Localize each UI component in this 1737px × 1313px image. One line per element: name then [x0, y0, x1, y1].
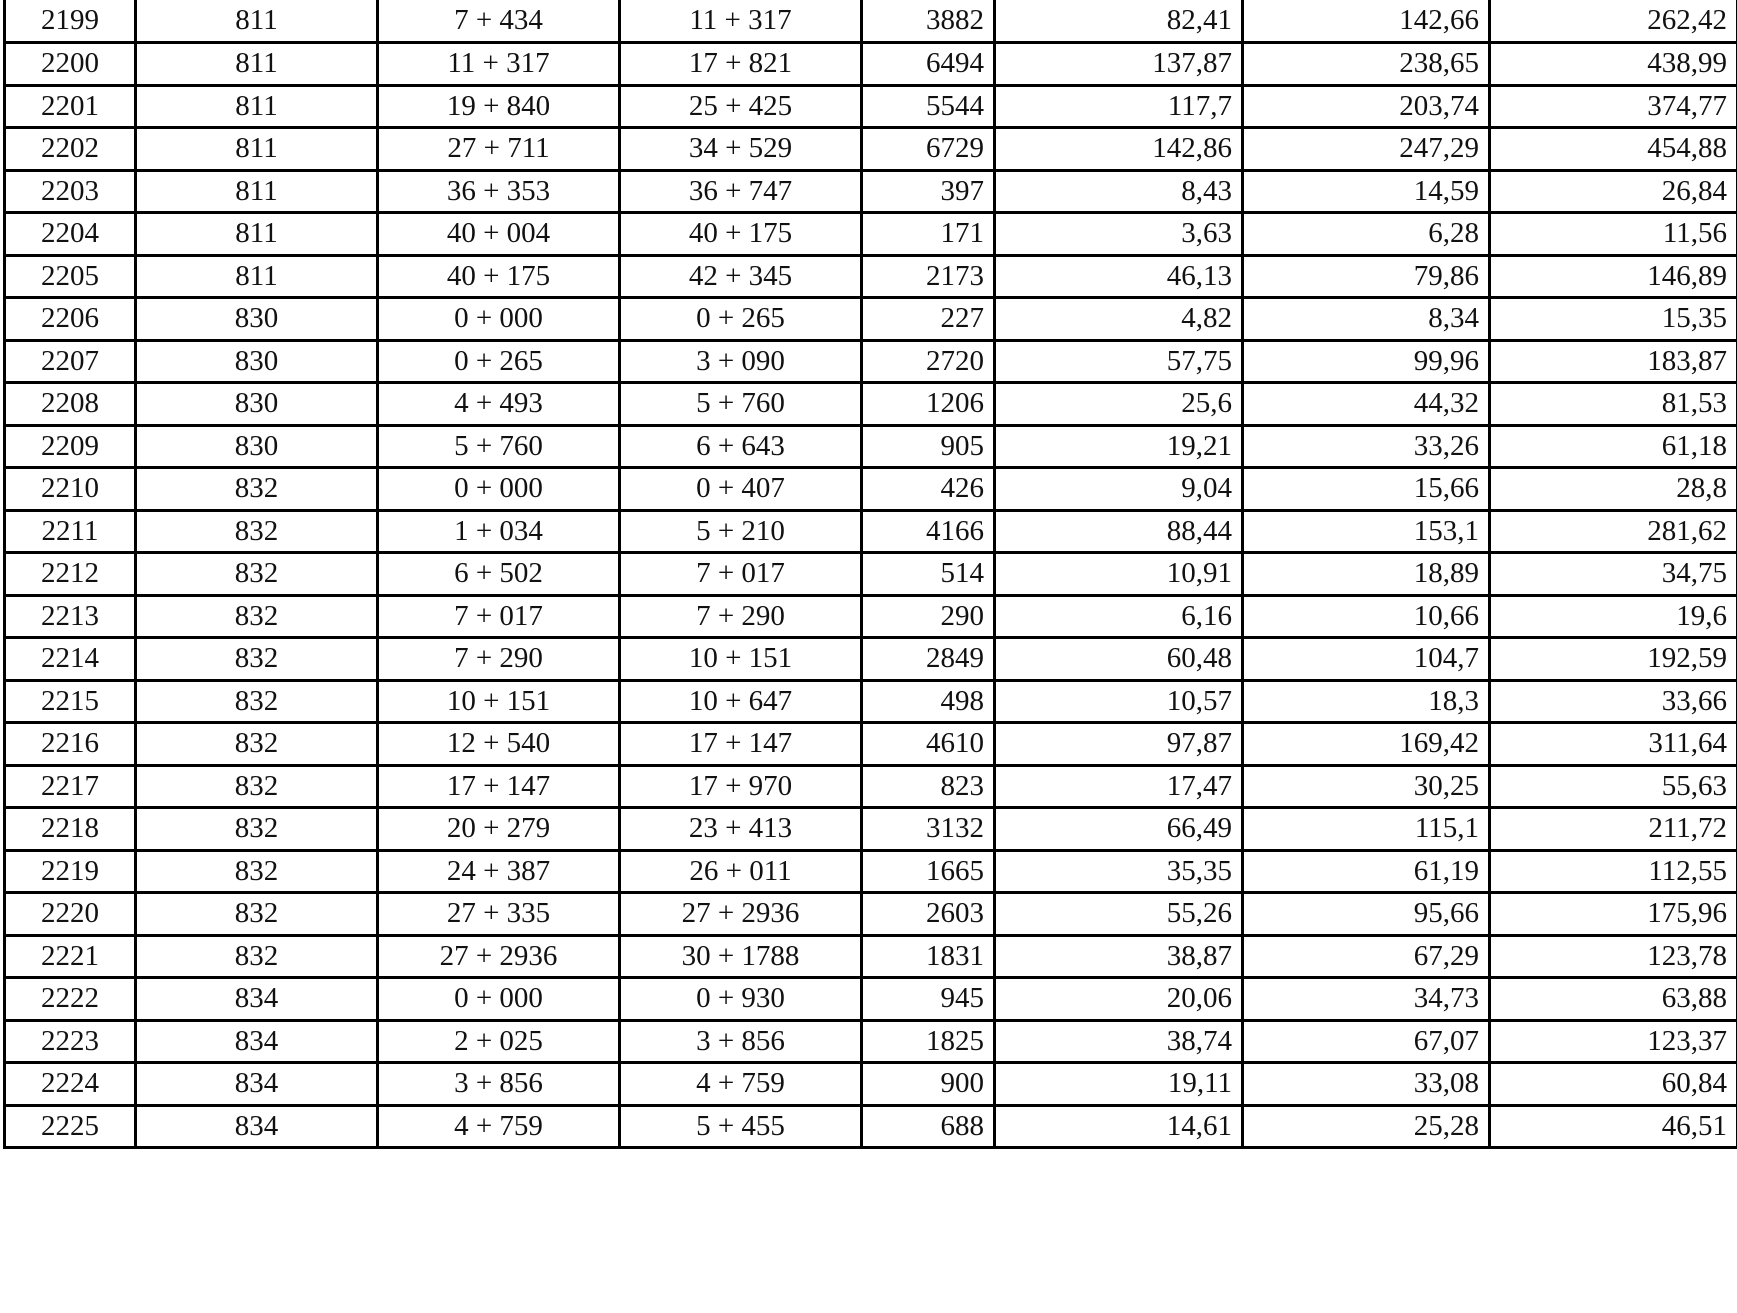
cell-value-a: 10,91 — [995, 553, 1243, 596]
cell-row-number: 2201 — [5, 85, 136, 128]
cell-start-km: 4 + 493 — [378, 383, 620, 426]
cell-road-code: 832 — [136, 595, 378, 638]
cell-road-code: 832 — [136, 935, 378, 978]
cell-value-a: 88,44 — [995, 510, 1243, 553]
cell-length: 227 — [862, 298, 995, 341]
cell-value-a: 57,75 — [995, 340, 1243, 383]
table-row — [5, 128, 1737, 171]
cell-end-km: 7 + 290 — [620, 595, 862, 638]
cell-end-km: 36 + 747 — [620, 170, 862, 213]
cell-length: 3882 — [862, 0, 995, 43]
cell-value-b: 104,7 — [1243, 638, 1490, 681]
table-row — [5, 893, 1737, 936]
cell-value-c: 438,99 — [1490, 43, 1737, 86]
cell-length: 4610 — [862, 723, 995, 766]
cell-value-b: 67,29 — [1243, 935, 1490, 978]
cell-end-km: 10 + 151 — [620, 638, 862, 681]
cell-value-c: 454,88 — [1490, 128, 1737, 171]
cell-end-km: 27 + 2936 — [620, 893, 862, 936]
cell-start-km: 20 + 279 — [378, 808, 620, 851]
cell-value-c: 175,96 — [1490, 893, 1737, 936]
cell-end-km: 10 + 647 — [620, 680, 862, 723]
cell-value-c: 112,55 — [1490, 850, 1737, 893]
cell-start-km: 3 + 856 — [378, 1063, 620, 1106]
cell-value-b: 33,08 — [1243, 1063, 1490, 1106]
cell-end-km: 23 + 413 — [620, 808, 862, 851]
cell-length: 171 — [862, 213, 995, 256]
cell-value-c: 28,8 — [1490, 468, 1737, 511]
cell-road-code: 832 — [136, 553, 378, 596]
cell-end-km: 11 + 317 — [620, 0, 862, 43]
cell-value-c: 26,84 — [1490, 170, 1737, 213]
cell-row-number: 2204 — [5, 213, 136, 256]
cell-length: 2720 — [862, 340, 995, 383]
cell-length: 6729 — [862, 128, 995, 171]
cell-value-a: 60,48 — [995, 638, 1243, 681]
cell-value-a: 55,26 — [995, 893, 1243, 936]
cell-value-c: 19,6 — [1490, 595, 1737, 638]
cell-value-b: 142,66 — [1243, 0, 1490, 43]
cell-end-km: 40 + 175 — [620, 213, 862, 256]
cell-end-km: 42 + 345 — [620, 255, 862, 298]
cell-end-km: 17 + 821 — [620, 43, 862, 86]
table-row — [5, 723, 1737, 766]
cell-length: 426 — [862, 468, 995, 511]
cell-length: 3132 — [862, 808, 995, 851]
cell-value-b: 153,1 — [1243, 510, 1490, 553]
cell-road-code: 834 — [136, 1020, 378, 1063]
cell-start-km: 40 + 004 — [378, 213, 620, 256]
table-row — [5, 978, 1737, 1021]
table-row — [5, 680, 1737, 723]
cell-road-code: 832 — [136, 765, 378, 808]
cell-length: 2173 — [862, 255, 995, 298]
cell-value-c: 55,63 — [1490, 765, 1737, 808]
cell-end-km: 0 + 930 — [620, 978, 862, 1021]
table-row — [5, 1105, 1737, 1148]
cell-end-km: 25 + 425 — [620, 85, 862, 128]
cell-start-km: 40 + 175 — [378, 255, 620, 298]
cell-length: 823 — [862, 765, 995, 808]
cell-start-km: 19 + 840 — [378, 85, 620, 128]
cell-value-c: 374,77 — [1490, 85, 1737, 128]
table-row — [5, 85, 1737, 128]
cell-end-km: 4 + 759 — [620, 1063, 862, 1106]
cell-value-a: 25,6 — [995, 383, 1243, 426]
table-body — [5, 0, 1737, 1148]
cell-value-b: 8,34 — [1243, 298, 1490, 341]
cell-value-a: 8,43 — [995, 170, 1243, 213]
table-row — [5, 850, 1737, 893]
cell-start-km: 4 + 759 — [378, 1105, 620, 1148]
cell-row-number: 2218 — [5, 808, 136, 851]
cell-start-km: 11 + 317 — [378, 43, 620, 86]
cell-value-a: 46,13 — [995, 255, 1243, 298]
cell-end-km: 34 + 529 — [620, 128, 862, 171]
cell-length: 290 — [862, 595, 995, 638]
cell-end-km: 30 + 1788 — [620, 935, 862, 978]
cell-start-km: 27 + 2936 — [378, 935, 620, 978]
cell-start-km: 10 + 151 — [378, 680, 620, 723]
cell-row-number: 2210 — [5, 468, 136, 511]
cell-length: 6494 — [862, 43, 995, 86]
cell-end-km: 17 + 970 — [620, 765, 862, 808]
cell-value-b: 247,29 — [1243, 128, 1490, 171]
cell-value-b: 14,59 — [1243, 170, 1490, 213]
cell-value-b: 95,66 — [1243, 893, 1490, 936]
cell-row-number: 2202 — [5, 128, 136, 171]
table-row — [5, 298, 1737, 341]
cell-length: 945 — [862, 978, 995, 1021]
cell-start-km: 1 + 034 — [378, 510, 620, 553]
cell-start-km: 12 + 540 — [378, 723, 620, 766]
cell-value-a: 19,21 — [995, 425, 1243, 468]
cell-value-a: 4,82 — [995, 298, 1243, 341]
cell-value-a: 6,16 — [995, 595, 1243, 638]
cell-length: 2603 — [862, 893, 995, 936]
cell-length: 1665 — [862, 850, 995, 893]
cell-value-c: 183,87 — [1490, 340, 1737, 383]
cell-road-code: 811 — [136, 128, 378, 171]
cell-road-code: 832 — [136, 638, 378, 681]
table-row — [5, 0, 1737, 43]
cell-row-number: 2200 — [5, 43, 136, 86]
cell-road-code: 830 — [136, 340, 378, 383]
cell-value-b: 44,32 — [1243, 383, 1490, 426]
cell-start-km: 7 + 434 — [378, 0, 620, 43]
cell-length: 397 — [862, 170, 995, 213]
cell-value-b: 15,66 — [1243, 468, 1490, 511]
cell-value-c: 46,51 — [1490, 1105, 1737, 1148]
cell-road-code: 832 — [136, 510, 378, 553]
table-row — [5, 1063, 1737, 1106]
cell-start-km: 17 + 147 — [378, 765, 620, 808]
cell-value-c: 60,84 — [1490, 1063, 1737, 1106]
table-row — [5, 808, 1737, 851]
cell-row-number: 2217 — [5, 765, 136, 808]
table-row — [5, 170, 1737, 213]
table-row — [5, 553, 1737, 596]
cell-value-a: 3,63 — [995, 213, 1243, 256]
cell-value-b: 18,3 — [1243, 680, 1490, 723]
cell-row-number: 2216 — [5, 723, 136, 766]
cell-value-a: 35,35 — [995, 850, 1243, 893]
cell-start-km: 7 + 017 — [378, 595, 620, 638]
cell-start-km: 27 + 335 — [378, 893, 620, 936]
cell-road-code: 834 — [136, 1063, 378, 1106]
cell-row-number: 2209 — [5, 425, 136, 468]
cell-end-km: 5 + 210 — [620, 510, 862, 553]
cell-row-number: 2225 — [5, 1105, 136, 1148]
cell-value-c: 33,66 — [1490, 680, 1737, 723]
cell-road-code: 811 — [136, 255, 378, 298]
cell-row-number: 2214 — [5, 638, 136, 681]
table-row — [5, 213, 1737, 256]
cell-value-a: 38,74 — [995, 1020, 1243, 1063]
cell-start-km: 7 + 290 — [378, 638, 620, 681]
cell-value-c: 211,72 — [1490, 808, 1737, 851]
cell-row-number: 2213 — [5, 595, 136, 638]
cell-road-code: 830 — [136, 425, 378, 468]
cell-length: 688 — [862, 1105, 995, 1148]
cell-value-c: 281,62 — [1490, 510, 1737, 553]
cell-end-km: 3 + 090 — [620, 340, 862, 383]
cell-start-km: 27 + 711 — [378, 128, 620, 171]
cell-row-number: 2223 — [5, 1020, 136, 1063]
cell-value-a: 38,87 — [995, 935, 1243, 978]
cell-start-km: 0 + 000 — [378, 298, 620, 341]
cell-value-b: 33,26 — [1243, 425, 1490, 468]
cell-value-b: 238,65 — [1243, 43, 1490, 86]
cell-row-number: 2219 — [5, 850, 136, 893]
cell-row-number: 2208 — [5, 383, 136, 426]
cell-row-number: 2224 — [5, 1063, 136, 1106]
cell-value-c: 11,56 — [1490, 213, 1737, 256]
cell-road-code: 832 — [136, 893, 378, 936]
cell-start-km: 0 + 265 — [378, 340, 620, 383]
cell-row-number: 2203 — [5, 170, 136, 213]
cell-value-c: 123,37 — [1490, 1020, 1737, 1063]
table-row — [5, 935, 1737, 978]
cell-value-c: 63,88 — [1490, 978, 1737, 1021]
cell-road-code: 811 — [136, 43, 378, 86]
table-row — [5, 638, 1737, 681]
cell-row-number: 2220 — [5, 893, 136, 936]
cell-row-number: 2222 — [5, 978, 136, 1021]
table-row — [5, 468, 1737, 511]
cell-road-code: 832 — [136, 808, 378, 851]
cell-road-code: 832 — [136, 850, 378, 893]
cell-road-code: 834 — [136, 1105, 378, 1148]
cell-value-c: 311,64 — [1490, 723, 1737, 766]
cell-end-km: 0 + 265 — [620, 298, 862, 341]
cell-value-b: 18,89 — [1243, 553, 1490, 596]
cell-row-number: 2207 — [5, 340, 136, 383]
cell-road-code: 830 — [136, 383, 378, 426]
cell-end-km: 5 + 760 — [620, 383, 862, 426]
cell-value-c: 146,89 — [1490, 255, 1737, 298]
cell-value-b: 99,96 — [1243, 340, 1490, 383]
cell-value-a: 66,49 — [995, 808, 1243, 851]
cell-road-code: 834 — [136, 978, 378, 1021]
cell-length: 4166 — [862, 510, 995, 553]
cell-end-km: 3 + 856 — [620, 1020, 862, 1063]
cell-value-b: 115,1 — [1243, 808, 1490, 851]
cell-value-c: 262,42 — [1490, 0, 1737, 43]
cell-value-b: 203,74 — [1243, 85, 1490, 128]
cell-value-b: 61,19 — [1243, 850, 1490, 893]
cell-end-km: 26 + 011 — [620, 850, 862, 893]
cell-end-km: 17 + 147 — [620, 723, 862, 766]
cell-length: 905 — [862, 425, 995, 468]
table-row — [5, 510, 1737, 553]
cell-value-a: 97,87 — [995, 723, 1243, 766]
table-row — [5, 1020, 1737, 1063]
table-row — [5, 43, 1737, 86]
cell-value-a: 9,04 — [995, 468, 1243, 511]
cell-road-code: 811 — [136, 213, 378, 256]
cell-length: 2849 — [862, 638, 995, 681]
cell-length: 5544 — [862, 85, 995, 128]
cell-value-b: 34,73 — [1243, 978, 1490, 1021]
cell-row-number: 2199 — [5, 0, 136, 43]
cell-length: 1831 — [862, 935, 995, 978]
cell-end-km: 6 + 643 — [620, 425, 862, 468]
cell-road-code: 830 — [136, 298, 378, 341]
cell-start-km: 6 + 502 — [378, 553, 620, 596]
cell-row-number: 2212 — [5, 553, 136, 596]
cell-road-code: 811 — [136, 0, 378, 43]
cell-value-a: 17,47 — [995, 765, 1243, 808]
cell-start-km: 5 + 760 — [378, 425, 620, 468]
cell-value-a: 117,7 — [995, 85, 1243, 128]
cell-row-number: 2206 — [5, 298, 136, 341]
cell-length: 1825 — [862, 1020, 995, 1063]
cell-end-km: 7 + 017 — [620, 553, 862, 596]
cell-start-km: 2 + 025 — [378, 1020, 620, 1063]
cell-value-a: 137,87 — [995, 43, 1243, 86]
cell-length: 514 — [862, 553, 995, 596]
cell-start-km: 0 + 000 — [378, 978, 620, 1021]
cell-road-code: 832 — [136, 723, 378, 766]
cell-value-c: 192,59 — [1490, 638, 1737, 681]
cell-value-b: 6,28 — [1243, 213, 1490, 256]
cell-value-b: 169,42 — [1243, 723, 1490, 766]
cell-value-a: 14,61 — [995, 1105, 1243, 1148]
cell-road-code: 832 — [136, 468, 378, 511]
cell-row-number: 2211 — [5, 510, 136, 553]
cell-end-km: 5 + 455 — [620, 1105, 862, 1148]
cell-value-b: 30,25 — [1243, 765, 1490, 808]
table-row — [5, 383, 1737, 426]
cell-value-c: 61,18 — [1490, 425, 1737, 468]
cell-length: 1206 — [862, 383, 995, 426]
cell-value-c: 34,75 — [1490, 553, 1737, 596]
cell-value-a: 19,11 — [995, 1063, 1243, 1106]
cell-value-a: 10,57 — [995, 680, 1243, 723]
cell-start-km: 0 + 000 — [378, 468, 620, 511]
table-row — [5, 765, 1737, 808]
cell-length: 900 — [862, 1063, 995, 1106]
cell-start-km: 36 + 353 — [378, 170, 620, 213]
cell-start-km: 24 + 387 — [378, 850, 620, 893]
cell-value-a: 142,86 — [995, 128, 1243, 171]
cell-value-c: 81,53 — [1490, 383, 1737, 426]
cell-road-code: 832 — [136, 680, 378, 723]
cell-end-km: 0 + 407 — [620, 468, 862, 511]
table-row — [5, 255, 1737, 298]
cell-row-number: 2205 — [5, 255, 136, 298]
data-table — [3, 0, 1737, 1149]
cell-length: 498 — [862, 680, 995, 723]
cell-value-b: 67,07 — [1243, 1020, 1490, 1063]
cell-value-c: 15,35 — [1490, 298, 1737, 341]
cell-value-a: 82,41 — [995, 0, 1243, 43]
table-row — [5, 595, 1737, 638]
cell-value-b: 10,66 — [1243, 595, 1490, 638]
table-row — [5, 425, 1737, 468]
cell-road-code: 811 — [136, 85, 378, 128]
cell-road-code: 811 — [136, 170, 378, 213]
cell-row-number: 2215 — [5, 680, 136, 723]
table-row — [5, 340, 1737, 383]
cell-value-b: 79,86 — [1243, 255, 1490, 298]
cell-value-c: 123,78 — [1490, 935, 1737, 978]
cell-value-b: 25,28 — [1243, 1105, 1490, 1148]
cell-value-a: 20,06 — [995, 978, 1243, 1021]
cell-row-number: 2221 — [5, 935, 136, 978]
